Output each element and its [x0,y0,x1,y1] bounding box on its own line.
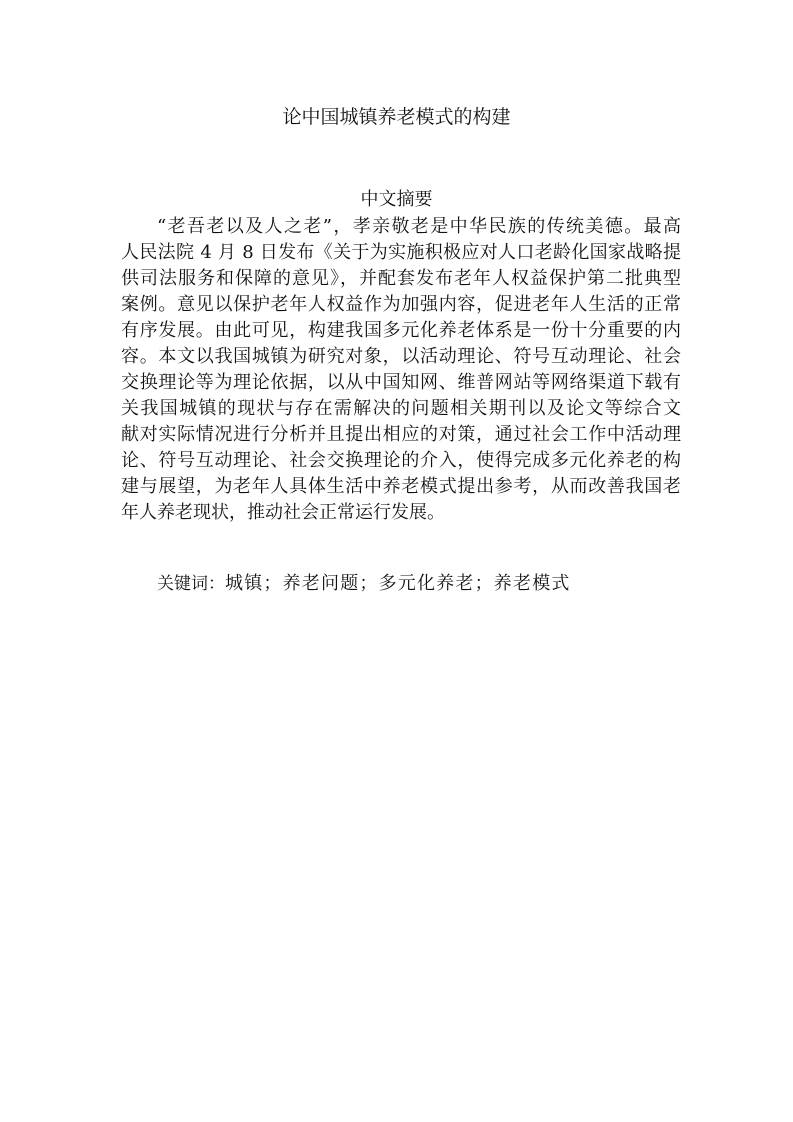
keywords-text: 城镇；养老问题；多元化养老；养老模式 [225,573,571,594]
abstract-line-9: 献对实际情况进行分析并且提出相应的对策，通过社会工作中活动理 [121,424,681,445]
abstract-line-8: 关我国城镇的现状与存在需解决的问题相关期刊以及论文等综合文 [121,398,681,419]
abstract-body [121,214,681,526]
abstract-heading: 中文摘要 [360,189,433,210]
keywords [157,570,571,598]
abstract-line-1: “老吾老以及人之老”，孝亲敬老是中华民族的传统美德。最高 [157,216,681,237]
page-title: 论中国城镇养老模式的构建 [282,106,511,128]
abstract-line-7: 交换理论等为理论依据，以从中国知网、维普网站等网络渠道下载有 [121,372,681,393]
abstract-line-12: 年人养老现状，推动社会正常运行发展。 [121,502,445,523]
abstract-line-5: 有序发展。由此可见，构建我国多元化养老体系是一份十分重要的内 [121,320,681,341]
abstract-line-2: 人民法院 4 月 8 日发布《关于为实施积极应对人口老龄化国家战略提 [121,242,681,263]
abstract-line-4: 案例。意见以保护老年人权益作为加强内容，促进老年人生活的正常 [121,294,681,315]
abstract-line-11: 建与展望，为老年人具体生活中养老模式提出参考，从而改善我国老 [121,476,681,497]
abstract-line-3: 供司法服务和保障的意见》，并配套发布老年人权益保护第二批典型 [121,268,681,289]
abstract-line-10: 论、符号互动理论、社会交换理论的介入，使得完成多元化养老的构 [121,450,681,471]
abstract-line-6: 容。本文以我国城镇为研究对象，以活动理论、符号互动理论、社会 [121,346,681,367]
keywords-label: 关键词： [157,574,225,594]
